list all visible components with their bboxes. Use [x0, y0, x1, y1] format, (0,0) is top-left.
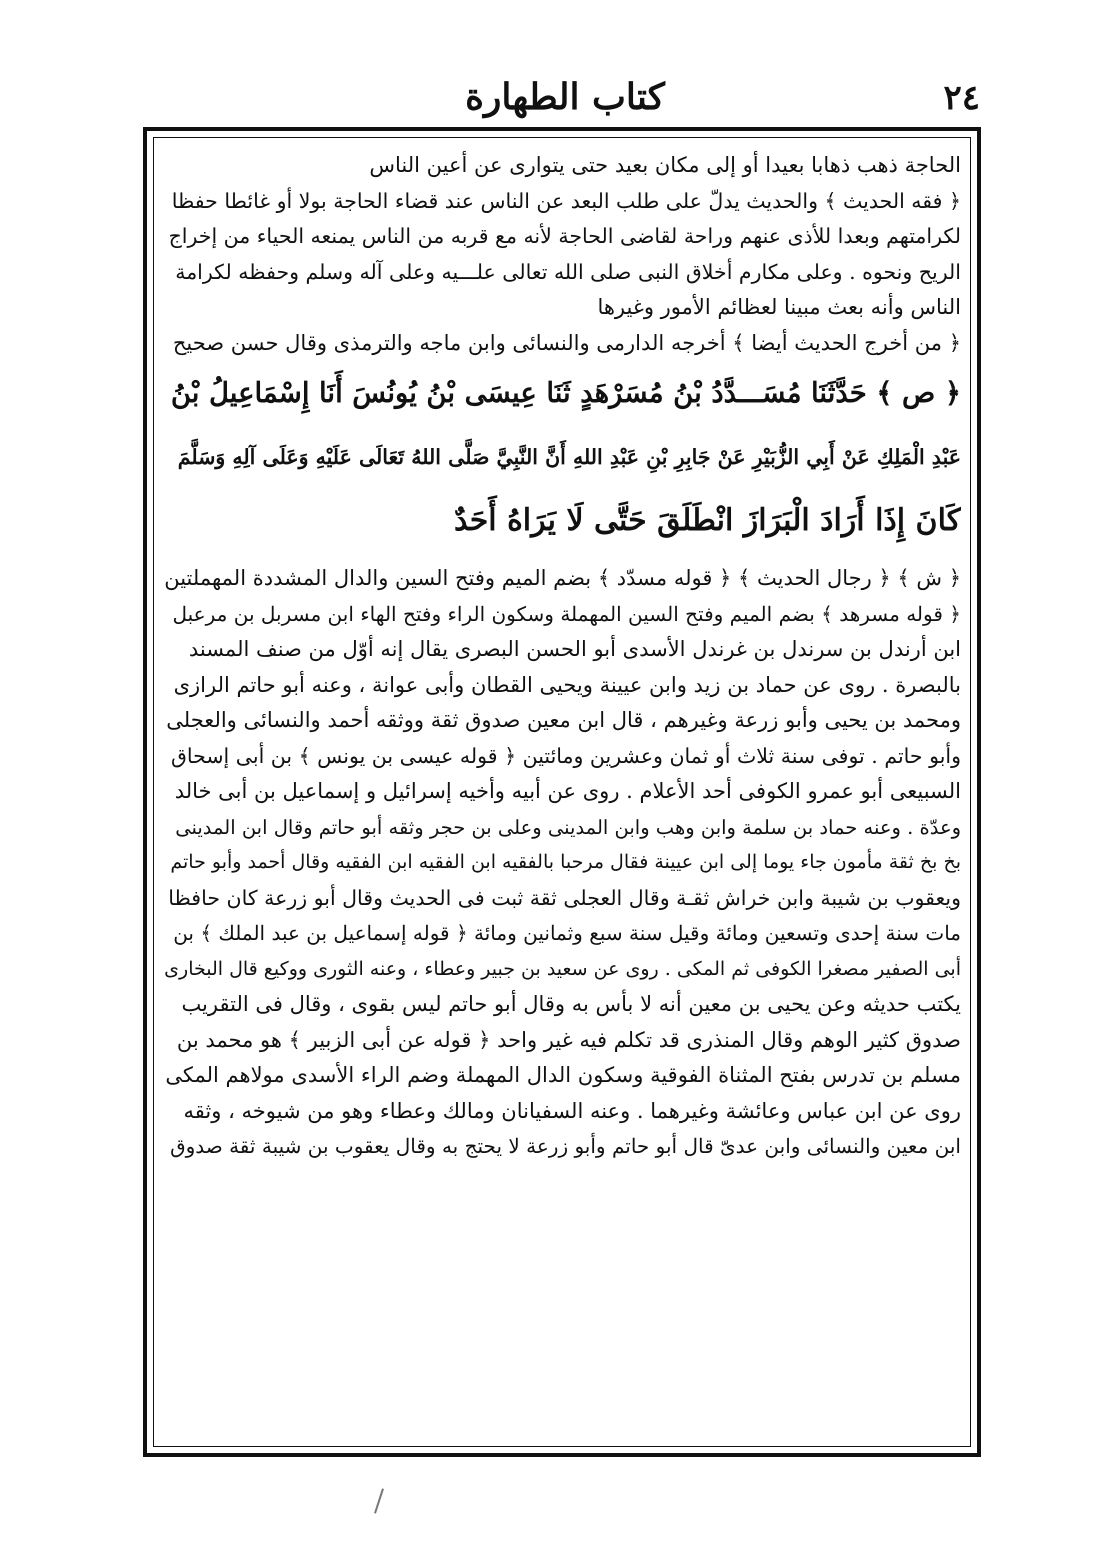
commentary-line: ويعقوب بن شيبة وابن خراش ثقـة وقال العجلى ثقة ثبت فى الحديث وقال أبو زرعة كان حافظا — [168, 885, 961, 910]
hadith-text-line: ﴿ ص ﴾ حَدَّثَنَا مُسَـــدَّدُ بْنُ مُسَرْهَدٍ ثَنَا عِيسَى بْنُ يُونُسَ أَنَا إِسْمَاعِيلُ بْنُ — [170, 377, 961, 409]
commentary-line: صدوق كثير الوهم وقال المنذرى قد تكلم فيه غير واحد ﴿ قوله عن أبى الزبير ﴾ هو محمد بن — [176, 1027, 961, 1052]
commentary-line: الريح ونحوه . وعلى مكارم أخلاق النبى صلى الله تعالى علـــيه وعلى آله وسلم وحفظه لكرامة — [175, 259, 961, 284]
section-gap — [163, 553, 961, 561]
commentary-line: السبيعى أبو عمرو الكوفى أحد الأعلام . روى عن أبيه وأخيه إسرائيل و إسماعيل بن أبى خالد — [174, 779, 961, 803]
hadith-text-line: عَبْدِ الْمَلِكِ عَنْ أَبِي الزُّبَيْرِ عَنْ جَابِرِ بْنِ عَبْدِ اللهِ أَنَّ النَّبِيَّ صَلَّى اللهُ تَعَالَى عَلَيْهِ وَعَلَى آلِهِ وَسَلَّمَ — [177, 445, 961, 469]
commentary-line: ﴿ قوله مسرهد ﴾ بضم الميم وفتح السين المهملة وسكون الراء وفتح الهاء ابن مسربل بن مرعبل — [172, 601, 961, 626]
commentary-line: لكرامتهم وبعدا للأذى عنهم وراحة لقاضى الحاجة لأنه مع قربه من الناس يمنعه الحياء من إخراج — [168, 224, 961, 248]
commentary-line: وعدّة . وعنه حماد بن سلمة وابن وهب وابن المدينى وعلى بن حجر وثقه أبو حاتم وقال ابن المدينى — [175, 815, 961, 839]
running-title: كتاب الطهارة — [465, 76, 665, 118]
hadith-text-line: كَانَ إِذَا أَرَادَ الْبَرَازَ انْطَلَقَ حَتَّى لَا يَرَاهُ أَحَدٌ — [454, 503, 961, 538]
commentary-line: ابن أرندل بن سرندل بن غرندل الأسدى أبو الحسن البصرى يقال إنه أوّل من صنف المسند — [188, 637, 961, 661]
stray-pen-mark — [374, 1488, 384, 1513]
commentary-line: ابن معين والنسائى وابن عدىّ قال أبو حاتم وأبو زرعة لا يحتج به وقال يعقوب بن شيبة ثقة صدوق — [170, 1134, 961, 1158]
commentary-line: بخ بخ ثقة مأمون جاء يوما إلى ابن عيينة فقال مرحبا بالفقيه ابن الفقيه ابن الفقيه وقال أحمد وأبو حاتم — [170, 851, 961, 873]
commentary-line: أبى الصفير مصغرا الكوفى ثم المكى . روى عن سعيد بن جبير وعطاء ، وعنه الثورى ووكيع قال البخارى — [164, 957, 961, 980]
commentary-line: مات سنة إحدى وتسعين ومائة وقيل سنة سبع وثمانين ومائة ﴿ قوله إسماعيل بن عبد الملك ﴾ بن — [173, 921, 961, 945]
page-header — [150, 72, 980, 124]
commentary-line: يكتب حديثه وعن يحيى بن معين أنه لا بأس به وقال أبو حاتم ليس بقوى ، وقال فى التقريب — [181, 992, 961, 1016]
commentary-line: ﴿ من أخرج الحديث أيضا ﴾ أخرجه الدارمى والنسائى وابن ماجه والترمذى وقال حسن صحيح — [172, 330, 961, 355]
page-number: ٢٤ — [943, 78, 980, 118]
commentary-line: بالبصرة . روى عن حماد بن زيد وابن عيينة ويحيى القطان وأبى عوانة ، وعنه أبو حاتم الرازى — [173, 672, 961, 697]
commentary-line: الناس وأنه بعث مبينا لعظائم الأمور وغيرها — [597, 295, 961, 319]
commentary-line: الحاجة ذهب ذهابا بعيدا أو إلى مكان بعيد حتى يتوارى عن أعين الناس — [369, 153, 961, 177]
commentary-line: ﴿ فقه الحديث ﴾ والحديث يدلّ على طلب البعد عن الناس عند قضاء الحاجة بولا أو غائطا حفظا — [171, 188, 961, 213]
commentary-line: ومحمد بن يحيى وأبو زرعة وغيرهم ، قال ابن معين صدوق ثقة ووثقه أحمد والنسائى والعجلى — [166, 708, 961, 732]
commentary-line: مسلم بن تدرس بفتح المثناة الفوقية وسكون الدال المهملة وضم الراء الأسدى مولاهم المكى — [165, 1063, 961, 1087]
commentary-line: وأبو حاتم . توفى سنة ثلاث أو ثمان وعشرين ومائتين ﴿ قوله عيسى بن يونس ﴾ بن أبى إسحاق — [171, 743, 961, 768]
page-content — [163, 148, 961, 1448]
commentary-line: ﴿ ش ﴾ ﴿ رجال الحديث ﴾ ﴿ قوله مسدّد ﴾ بضم الميم وفتح السين والدال المشددة المهملتين — [164, 566, 961, 590]
commentary-line: روى عن ابن عباس وعائشة وغيرهما . وعنه السفيانان ومالك وعطاء وهو من شيوخه ، وثقه — [183, 1098, 961, 1123]
